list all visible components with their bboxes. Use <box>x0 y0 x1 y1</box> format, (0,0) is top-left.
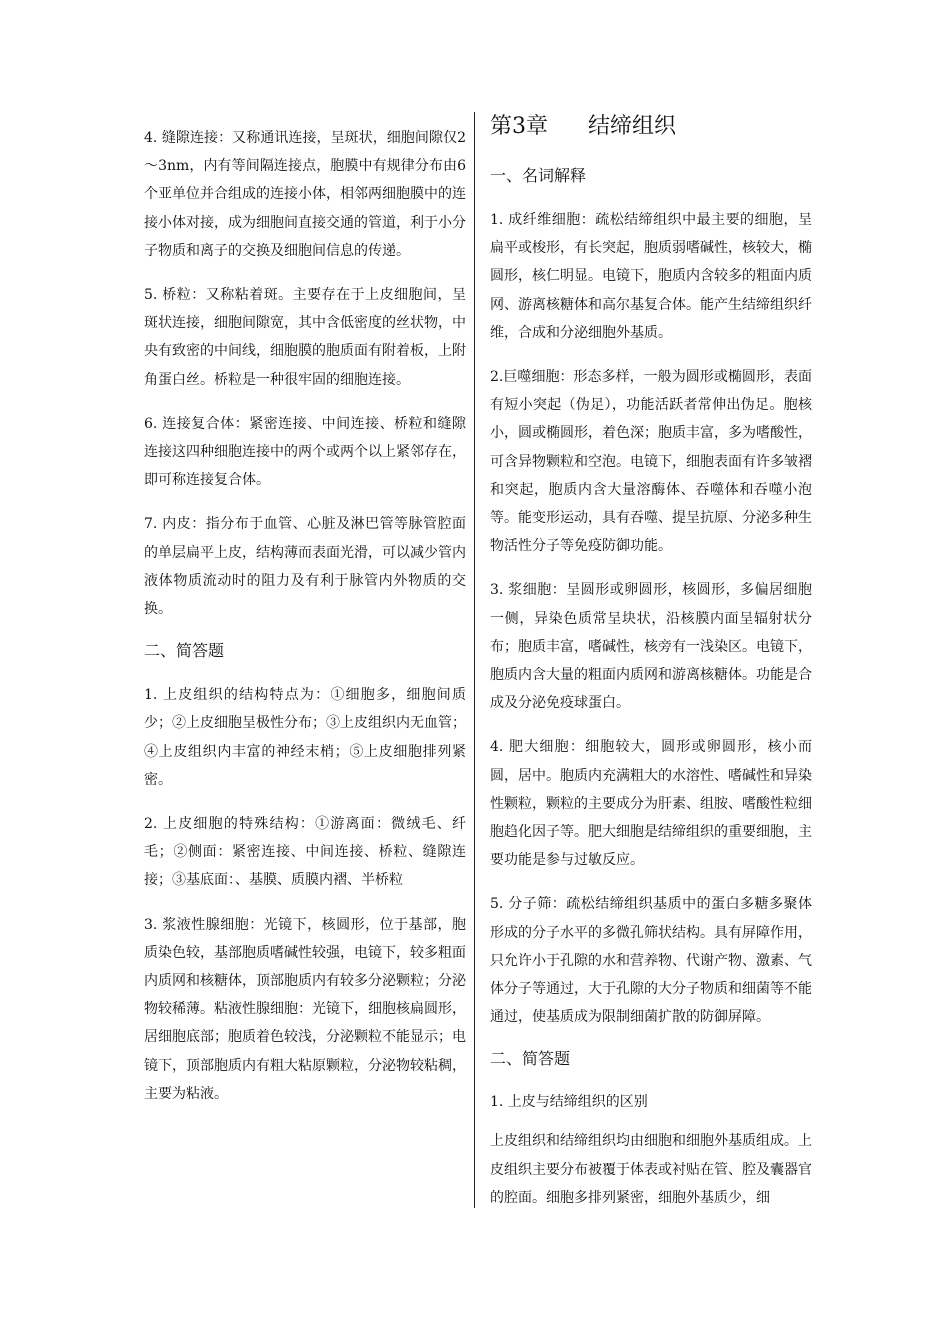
chapter-title: 结缔组织 <box>588 114 677 139</box>
left-column <box>144 124 466 1124</box>
macrophage-definition: 2.巨噬细胞：形态多样，一般为圆形或椭圆形，表面有短小突起（伪足），功能活跃者常伸出伪足。胞核小，圆或椭圆形，着色深；胞质丰富，多为嗜酸性，可含异物颗粒和空泡。电镜下，细胞表面有许多皱褶和突起，胞质内含大量溶酶体、吞噬体和吞噬小泡等。能变形运动，具有吞噬、提呈抗原、分泌多种生物活性分子等免疫防御功能。 <box>490 369 812 555</box>
epithelium-features-answer: 1. 上皮组织的结构特点为：①细胞多，细胞间质少；②上皮细胞呈极性分布；③上皮组织内无血管；④上皮组织内丰富的神经末梢；⑤上皮细胞排列紧密。 <box>144 687 466 788</box>
epithelium-special-structures-answer: 2. 上皮细胞的特殊结构：①游离面：微绒毛、纤毛；②侧面：紧密连接、中间连接、桥粒、缝隙连接；③基底面：、基膜、质膜内褶、半桥粒 <box>144 816 466 889</box>
question-title: 1. 上皮与结缔组织的区别 <box>490 1094 648 1111</box>
molecular-sieve-definition: 5. 分子筛：疏松结缔组织基质中的蛋白多糖多聚体形成的分子水平的多微孔筛状结构。具有屏障作用，只允许小于孔隙的水和营养物、代谢产物、激素、气体分子等通过，大于孔隙的大分子物质和细菌等不能通过，使基质成为限制细菌扩散的防御屏障。 <box>490 896 812 1026</box>
mast-cell-definition: 4. 肥大细胞：细胞较大，圆形或卵圆形，核小而圆，居中。胞质内充满粗大的水溶性、嗜碱性和异染性颗粒，颗粒的主要成分为肝素、组胺、嗜酸性粒细胞趋化因子等。肥大细胞是结缔组织的重要细胞，主要功能是参与过敏反应。 <box>490 739 812 869</box>
plasma-cell-definition: 3. 浆细胞：呈圆形或卵圆形，核圆形，多偏居细胞一侧，异染色质常呈块状，沿核膜内面呈辐射状分布；胞质丰富，嗜碱性，核旁有一浅染区。电镜下，胞质内含大量的粗面内质网和游离核糖体。功能是合成及分泌免疫球蛋白。 <box>490 582 812 712</box>
short-answer-heading: 二、简答题 <box>144 641 225 661</box>
short-answer-heading-2: 二、简答题 <box>490 1049 571 1069</box>
endothelium-definition: 7. 内皮：指分布于血管、心脏及淋巴管等脉管腔面的单层扁平上皮，结构薄而表面光滑，可以减少管内液体物质流动时的阻力及有利于脉管内外物质的交换。 <box>144 516 466 618</box>
desmosome-definition: 5. 桥粒：又称粘着斑。主要存在于上皮细胞间，呈斑状连接，细胞间隙宽，其中含低密度的丝状物，中央有致密的中间线，细胞膜的胞质面有附着板，上附角蛋白丝。桥粒是一种很牢固的细胞连接。 <box>144 287 466 388</box>
right-column <box>490 112 812 1228</box>
column-divider <box>474 112 475 1208</box>
chapter-number: 第3章 <box>490 114 548 139</box>
gland-cells-answer: 3. 浆液性腺细胞：光镜下，核圆形，位于基部，胞质染色较，基部胞质嗜碱性较强，电镜下，较多粗面内质网和核糖体，顶部胞质内有较多分泌颗粒；分泌物较稀薄。粘液性腺细胞：光镜下，细胞核扁圆形，居细胞底部；胞质着色较浅，分泌颗粒不能显示；电镜下，顶部胞质内有粗大粘原颗粒，分泌物较粘稠，主要为粘液。 <box>144 916 466 1102</box>
chapter-heading <box>490 112 812 142</box>
terms-heading: 一、名词解释 <box>490 166 587 185</box>
junctional-complex-definition: 6. 连接复合体：紧密连接、中间连接、桥粒和缝隙连接这四种细胞连接中的两个或两个以上紧邻存在，即可称连接复合体。 <box>144 415 466 489</box>
gap-junction-definition: 4. 缝隙连接：又称通讯连接，呈斑状，细胞间隙仅2～3nm，内有等间隔连接点，胞膜中有规律分布由6个亚单位并合组成的连接小体，相邻两细胞膜中的连接小体对接，成为细胞间直接交通的管道，利于小分子物质和离子的交换及细胞间信息的传递。 <box>144 130 466 259</box>
question-answer: 上皮组织和结缔组织均由细胞和细胞外基质组成。上皮组织主要分布被覆于体表或衬贴在管、腔及囊器官的腔面。细胞多排列紧密，细胞外基质少，细 <box>490 1133 812 1206</box>
fibroblast-definition: 1. 成纤维细胞：疏松结缔组织中最主要的细胞，呈扁平或梭形，有长突起，胞质弱嗜碱性，核较大，椭圆形，核仁明显。电镜下，胞质内含较多的粗面内质网、游离核糖体和高尔基复合体。能产生结缔组织纤维，合成和分泌细胞外基质。 <box>490 212 812 341</box>
